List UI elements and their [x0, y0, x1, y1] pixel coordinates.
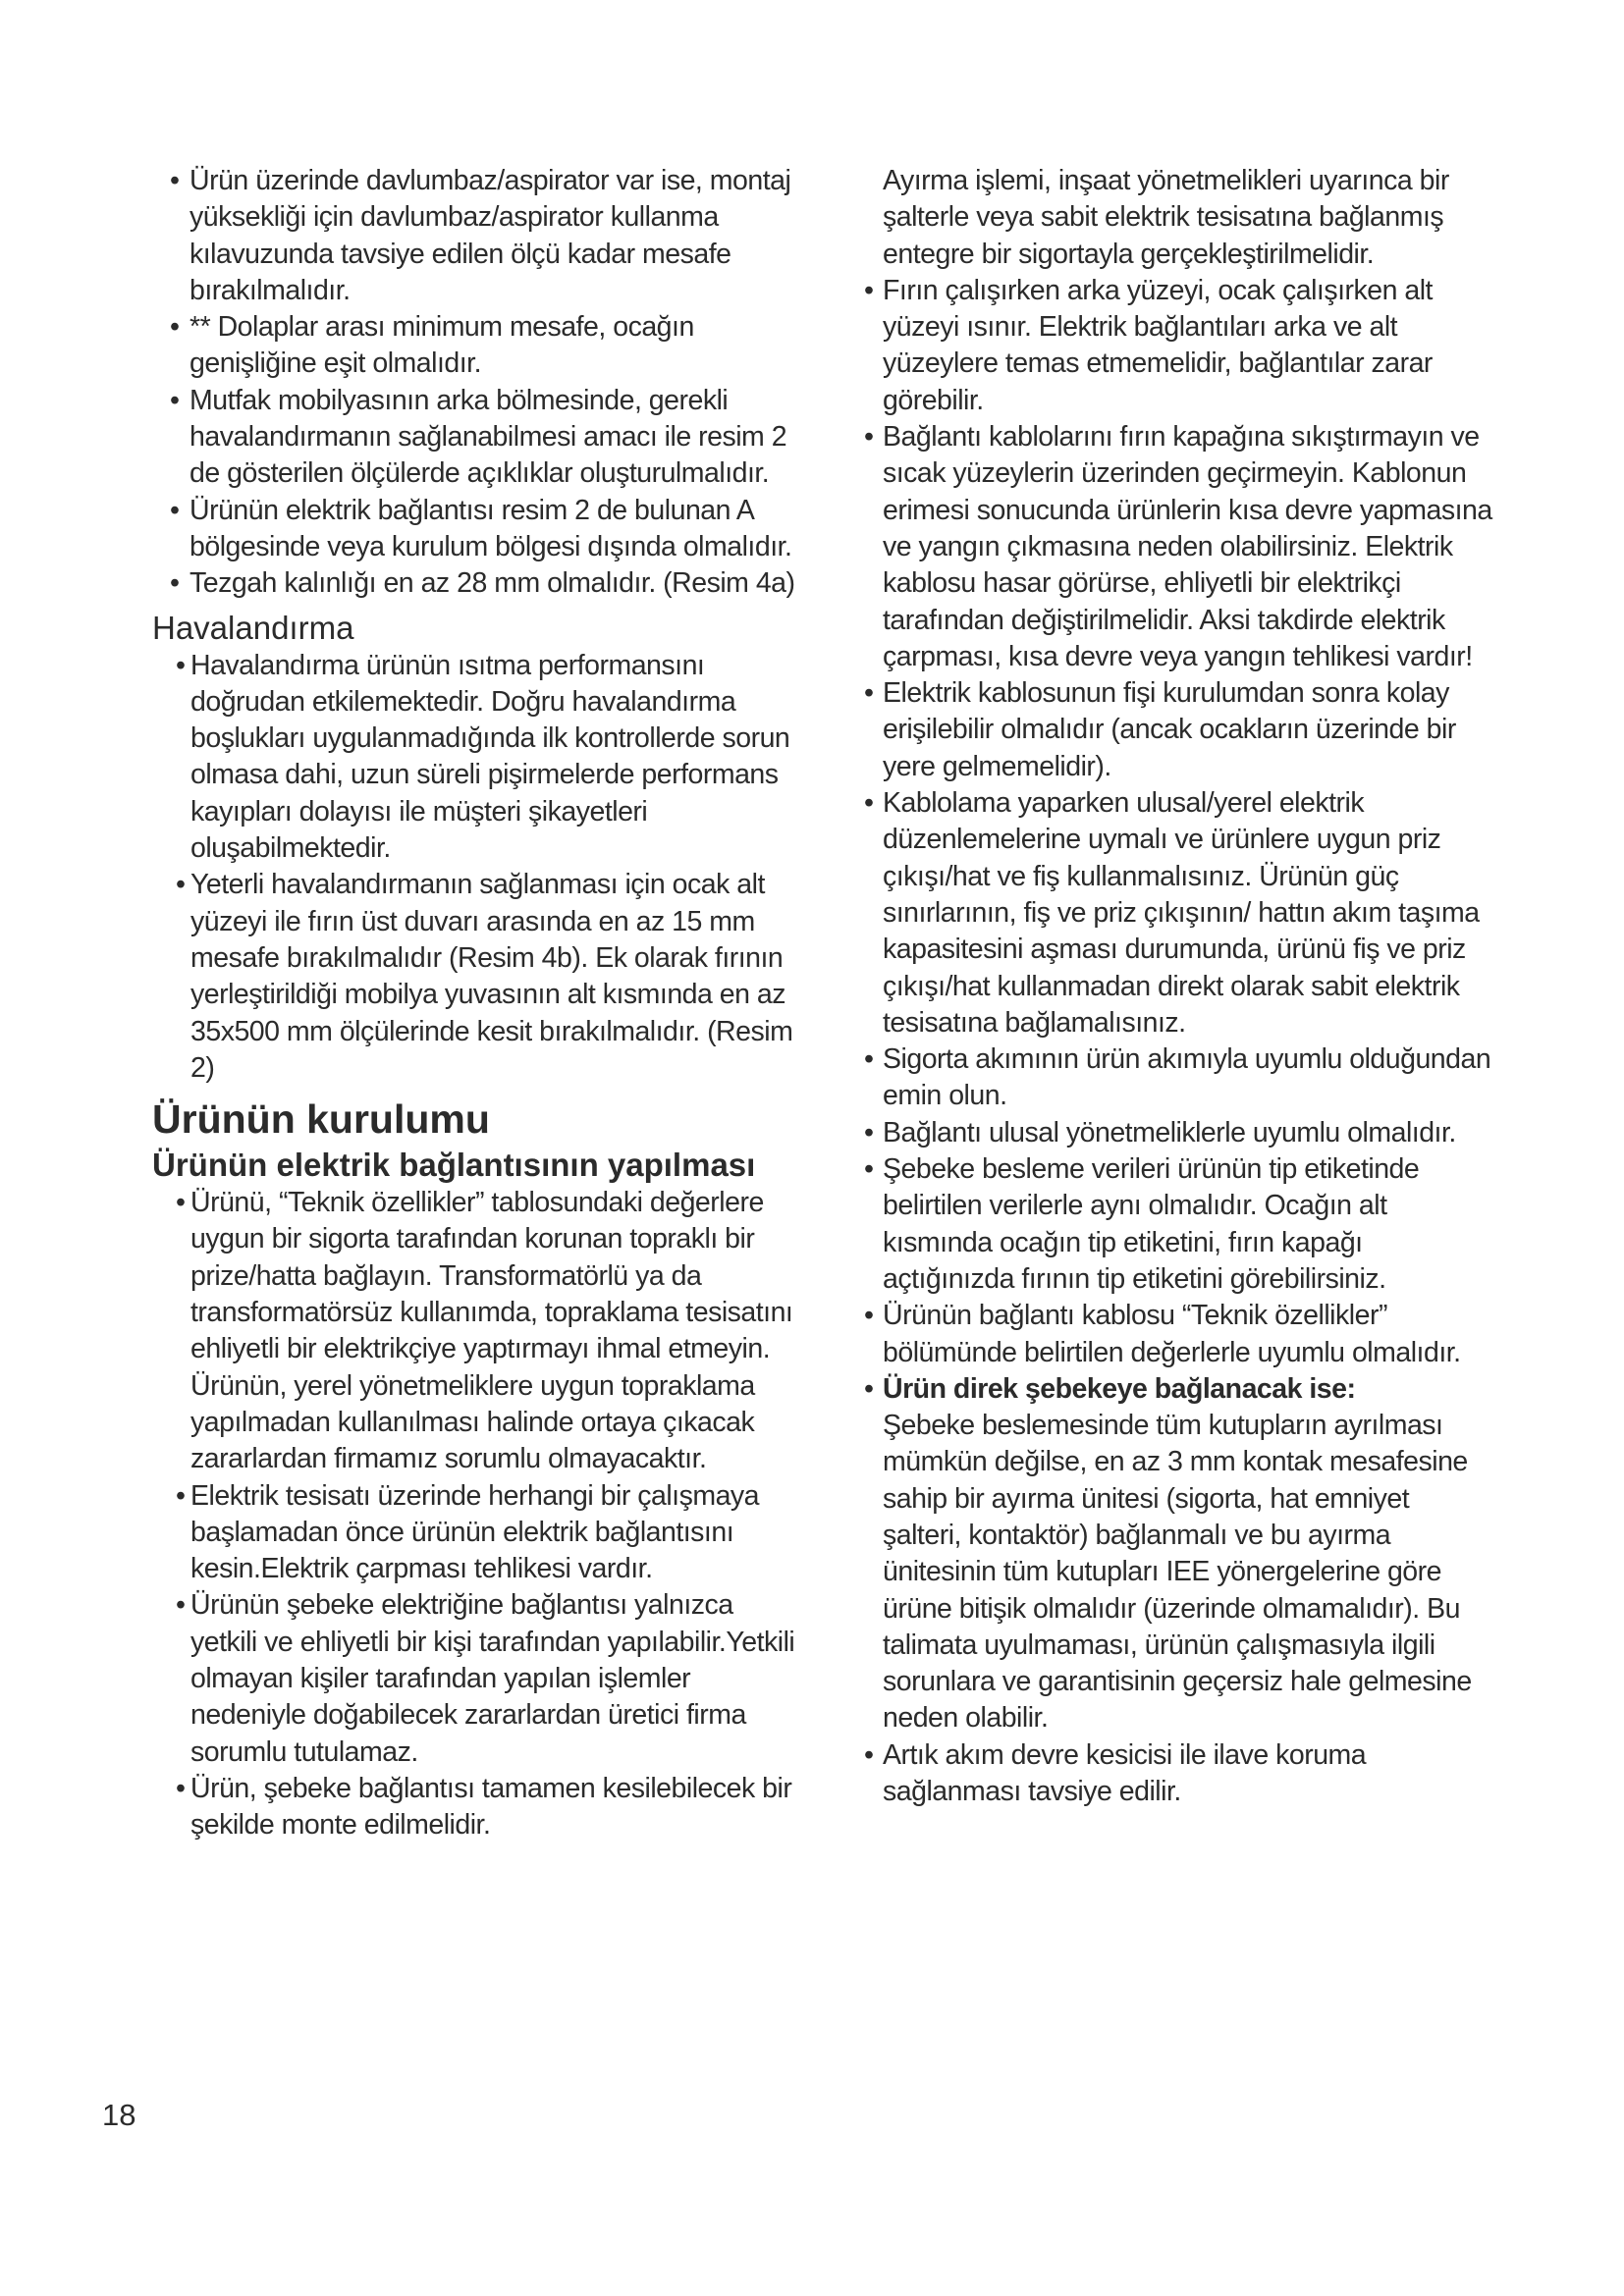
- list-item: • Ürünün bağlantı kablosu “Teknik özellikler” bölümünde belirtilen değerlerle uyumlu olmalıdır.: [864, 1298, 1492, 1371]
- list-item: • Bağlantı ulusal yönetmeliklerle uyumlu olmalıdır.: [864, 1115, 1492, 1151]
- list-item: • Havalandırma ürünün ısıtma performansını doğrudan etkilemektedir. Doğru havalandırma boşlukları uygulanmadığında ilk kontrollerde sorun olmasa dahi, uzun süreli pişirmelerde performans kayıpları dolayısı ile müşteri şikayetleri oluşabilmektedir.: [152, 648, 800, 868]
- intro-paragraph: Ayırma işlemi, inşaat yönetmelikleri uyarınca bir şalterle veya sabit elektrik tesisatına bağlanmış entegre bir sigortayla gerçekleştirilmelidir.: [883, 165, 1449, 270]
- list-item: • Şebeke besleme verileri ürünün tip etiketinde belirtilen verilerle aynı olmalıdır. Ocağın alt kısmında ocağın tip etiketini, fırın kapağı açtığınızda fırının tip etiketini görebilirsiniz.: [864, 1151, 1492, 1298]
- section-heading: Ürünün kurulumu: [152, 1096, 490, 1143]
- list-item: • Yeterli havalandırmanın sağlanması için ocak alt yüzeyi ile fırın üst duvarı arasında en az 15 mm mesafe bırakılmalıdır (Resim 4b). Ek olarak fırının yerleştirildiği mobilya yuvasının alt kısmında en az 35x500 mm ölçülerinde kesit bırakılmalıdır. (Resim 2): [152, 867, 800, 1087]
- electrical-notes-list: [864, 273, 1492, 1810]
- list-item: • Bağlantı kablolarını fırın kapağına sıkıştırmayın ve sıcak yüzeylerin üzerinden geçirmeyin. Kablonun erimesi sonucunda ürünlerin kısa devre yapmasına ve yangın çıkmasına neden olabilirsiniz. Elektrik kablosu hasar görürse, ehliyetli bir elektrikçi tarafından değiştirilmelidir. Aksi takdirde elektrik çarpması, kısa devre veya yangın tehlikesi vardır!: [864, 419, 1492, 675]
- direct-connection-title: Ürün direk şebekeye bağlanacak ise:: [883, 1372, 1356, 1405]
- list-item: • Elektrik kablosunun fişi kurulumdan sonra kolay erişilebilir olmalıdır (ancak ocakların üzerinde bir yere gelmemelidir).: [864, 675, 1492, 785]
- list-item: • Ürünün elektrik bağlantısı resim 2 de bulunan A bölgesinde veya kurulum bölgesi dışında olmalıdır.: [152, 493, 800, 566]
- list-item: • Tezgah kalınlığı en az 28 mm olmalıdır. (Resim 4a): [152, 565, 800, 602]
- list-item: • Kablolama yaparken ulusal/yerel elektrik düzenlemelerine uymalı ve ürünlere uygun priz çıkışı/hat ve fiş kullanmalısınız. Ürünün güç sınırlarının, fiş ve priz çıkışının/ hattın akım taşıma kapasitesini aşması durumunda, ürünü fiş ve priz çıkışı/hat kullanmadan direkt olarak sabit elektrik tesisatına bağlamalısınız.: [864, 785, 1492, 1041]
- list-item: • ** Dolaplar arası minimum mesafe, ocağın genişliğine eşit olmalıdır.: [152, 309, 800, 383]
- list-item: • Sigorta akımının ürün akımıyla uyumlu olduğundan emin olun.: [864, 1041, 1492, 1115]
- ventilation-list: [152, 648, 800, 1088]
- ventilation-heading: Havalandırma: [152, 609, 354, 646]
- list-item: • Ürünün şebeke elektriğine bağlantısı yalnızca yetkili ve ehliyetli bir kişi tarafından yapılabilir.Yetkili olmayan kişiler tarafından yapılan işlemler nedeniyle doğabilecek zararlardan üretici firma sorumlu tutulamaz.: [152, 1587, 800, 1770]
- list-item: • Mutfak mobilyasının arka bölmesinde, gerekli havalandırmanın sağlanabilmesi amacı ile resim 2 de gösterilen ölçülerde açıklıklar oluşturulmalıdır.: [152, 383, 800, 493]
- list-item: [864, 1371, 1492, 1737]
- page-number: 18: [102, 2098, 136, 2132]
- subsection-heading: Ürünün elektrik bağlantısının yapılması: [152, 1147, 756, 1184]
- list-item: • Fırın çalışırken arka yüzeyi, ocak çalışırken alt yüzeyi ısınır. Elektrik bağlantıları arka ve alt yüzeylere temas etmemelidir, bağlantılar zarar görebilir.: [864, 273, 1492, 419]
- list-item: • Ürün üzerinde davlumbaz/aspirator var ise, montaj yüksekliği için davlumbaz/aspirator kullanma kılavuzunda tavsiye edilen ölçü kadar mesafe bırakılmalıdır.: [152, 163, 800, 309]
- list-item: • Elektrik tesisatı üzerinde herhangi bir çalışmaya başlamadan önce ürünün elektrik bağlantısını kesin.Elektrik çarpması tehlikesi vardır.: [152, 1478, 800, 1588]
- direct-connection-text: Şebeke beslemesinde tüm kutupların ayrılması mümkün değilse, en az 3 mm kontak mesafesine sahip bir ayırma ünitesi (sigorta, hat emniyet şalteri, kontaktör) bağlanmalı ve bu ayırma ünitesinin tüm kutupları IEE yönergelerine göre ürüne bitişik olmalıdır (üzerinde olmamalıdır). Bu talimata uyulmaması, ürünün çalışmasıyla ilgili sorunlara ve garantisinin geçersiz hale gelmesine neden olabilir.: [883, 1410, 1472, 1735]
- electrical-list: [152, 1185, 800, 1843]
- list-item: • Ürünü, “Teknik özellikler” tablosundaki değerlere uygun bir sigorta tarafından korunan topraklı bir prize/hatta bağlayın. Transformatörlü ya da transformatörsüz kullanımda, topraklama tesisatını ehliyetli bir elektrikçiye yaptırmayı ihmal etmeyin. Ürünün, yerel yönetmeliklere uygun topraklama yapılmadan kullanılması halinde ortaya çıkacak zararlardan firmamız sorumlu olmayacaktır.: [152, 1185, 800, 1477]
- list-item: • Ürün, şebeke bağlantısı tamamen kesilebilecek bir şekilde monte edilmelidir.: [152, 1771, 800, 1844]
- installation-notes-list: [152, 163, 800, 603]
- list-item: • Artık akım devre kesicisi ile ilave koruma sağlanması tavsiye edilir.: [864, 1737, 1492, 1811]
- left-column: [152, 163, 800, 1843]
- right-column: [864, 163, 1492, 1810]
